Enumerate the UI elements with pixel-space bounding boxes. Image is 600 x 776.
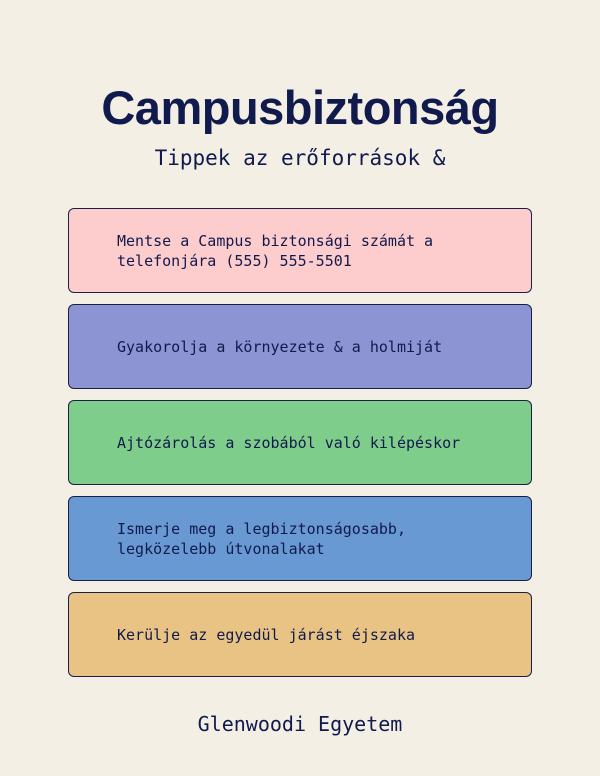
tip-text: Ismerje meg a legbiztonságosabb, legközelebb útvonalakat: [117, 519, 406, 558]
institution-name: Glenwoodi Egyetem: [197, 712, 403, 736]
page-title: Campusbiztonság: [101, 81, 499, 134]
tip-card-lock-door: [68, 400, 532, 485]
tip-text: Gyakorolja a környezete & a holmiját: [117, 337, 443, 356]
page-subtitle: Tippek az erőforrások &: [154, 146, 446, 170]
tip-card-safe-routes: [68, 496, 532, 581]
tip-card-awareness: [68, 304, 532, 389]
tip-text: Kerülje az egyedül járást éjszaka: [117, 625, 416, 644]
tip-text: Mentse a Campus biztonsági számát a telefonjára (555) 555-5501: [117, 231, 434, 270]
tip-card-save-number: [68, 208, 532, 293]
tip-text: Ajtózárolás a szobából való kilépéskor: [117, 433, 461, 452]
tip-card-night-walking: [68, 592, 532, 677]
tips-list: [68, 208, 532, 688]
